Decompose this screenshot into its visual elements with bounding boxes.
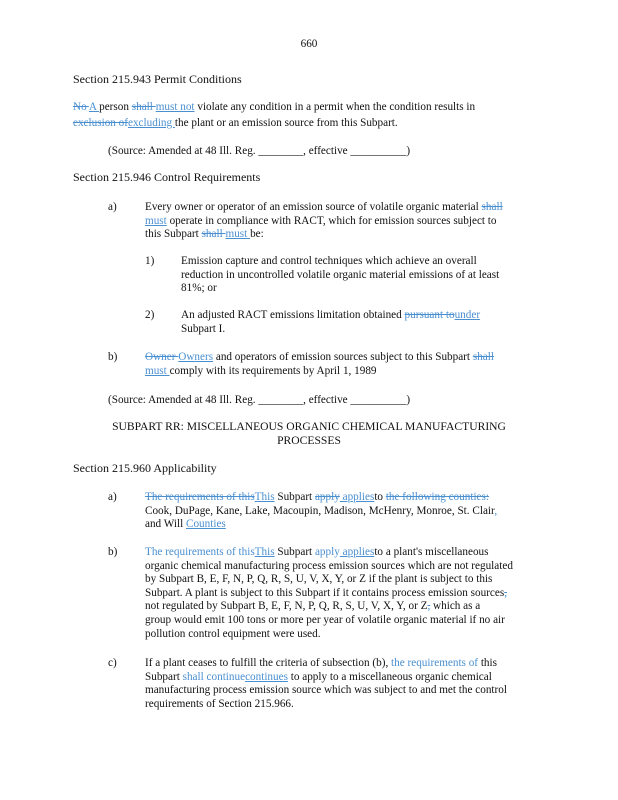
deletion: apply: [314, 491, 340, 503]
insertion: Counties: [185, 518, 226, 531]
deletion: ,: [504, 586, 508, 599]
insertion: A: [88, 101, 100, 113]
text: not regulated by Subpart B, E, F, N, P, Q, R, S, U, V, X, Y, or Z: [145, 600, 428, 613]
text: which as a: [430, 600, 481, 613]
section-960-item-b: [145, 546, 575, 641]
section-946-item-1: [181, 255, 561, 296]
section-943-paragraph: [73, 101, 543, 130]
deletion: exclusion of: [73, 116, 128, 129]
text: be:: [250, 228, 264, 241]
insertion: The requirements of this: [145, 546, 255, 558]
text: this: [478, 657, 497, 669]
insertion: continues: [245, 670, 288, 683]
text: to apply to a miscellaneous organic chemical: [287, 670, 492, 683]
section-946-item-b: [145, 351, 565, 378]
section-946-item-2: [181, 309, 561, 336]
deletion: shall: [131, 101, 156, 113]
insertion: the requirements of: [391, 657, 479, 669]
text: Subpart I.: [181, 322, 226, 335]
insertion: under: [454, 309, 481, 321]
text: to: [374, 491, 386, 503]
insertion: excluding: [128, 116, 175, 129]
deletion: The requirements of this: [145, 491, 255, 503]
section-946-source-note: (Source: Amended at 48 Ill. Reg. ________, effective __________): [108, 394, 411, 406]
text: organic chemical manufacturing process emission sources which are not regulated: [145, 559, 513, 572]
text: pollution control equipment were used.: [145, 627, 321, 640]
insertion: This: [254, 546, 275, 558]
text: Subpart. A plant is subject to this Subpart if it contains process emission sources: [145, 586, 505, 599]
item-2-label: 2): [145, 309, 155, 321]
deletion: shall: [201, 228, 226, 241]
item-a-label: a): [108, 201, 117, 213]
item-1-label: 1): [145, 255, 155, 267]
section-960-heading: Section 215.960 Applicability: [73, 461, 217, 475]
deletion: No: [73, 101, 89, 113]
text: this Subpart: [145, 228, 202, 241]
item-b-label: b): [108, 351, 118, 363]
insertion: must: [145, 214, 167, 227]
text: requirements of Section 215.966.: [145, 697, 294, 710]
text: Every owner or operator of an emission source of volatile organic material: [145, 201, 482, 213]
text: Subpart: [274, 546, 315, 558]
item-c-label: c): [108, 657, 117, 669]
item-a-label: a): [108, 491, 117, 503]
text: Subpart: [145, 670, 183, 683]
deletion: shall: [472, 351, 494, 363]
insertion: applies: [339, 546, 375, 558]
insertion: apply: [314, 546, 340, 558]
deletion: Owner: [145, 351, 179, 363]
insertion: Owners: [178, 351, 214, 363]
text: An adjusted RACT emissions limitation obtained: [181, 309, 405, 321]
deletion: the following counties:: [385, 491, 489, 503]
text: violate any condition in a permit when the condition results in: [194, 101, 476, 113]
text: and Will: [145, 518, 186, 531]
subpart-title-line-2: PROCESSES: [277, 434, 341, 447]
text: to a plant's miscellaneous: [374, 546, 489, 558]
text: If a plant ceases to fulfill the criteria of subsection (b),: [145, 657, 392, 669]
section-960-item-c: [145, 657, 575, 711]
insertion: applies: [339, 491, 375, 503]
section-943-source-note: (Source: Amended at 48 Ill. Reg. ________, effective __________): [108, 145, 411, 157]
text: the plant or an emission source from this Subpart.: [174, 116, 398, 129]
subpart-title-line-1: SUBPART RR: MISCELLANEOUS ORGANIC CHEMICAL MANUFACTURING: [112, 420, 506, 433]
deletion: pursuant to: [404, 309, 455, 321]
deletion: ,: [427, 600, 431, 613]
insertion: must not: [155, 101, 195, 113]
section-946-item-a: [145, 201, 565, 242]
subpart-title: [0, 420, 618, 448]
insertion: shall continue: [182, 670, 246, 683]
insertion: must: [225, 228, 251, 241]
text: Subpart: [274, 491, 315, 503]
text: comply with its requirements by April 1, 1989: [169, 364, 377, 377]
text: 81%; or: [181, 282, 217, 295]
section-946-heading: Section 215.946 Control Requirements: [73, 170, 261, 184]
text: reduction in uncontrolled volatile organic material emissions of at least: [181, 268, 500, 281]
text: by Subpart B, E, F, N, P, Q, R, S, U, V, X, Y, or Z if the plant is subject to this: [145, 573, 493, 586]
text: manufacturing process emission source which was subject to and met the control: [145, 684, 507, 697]
insertion: ,: [494, 504, 498, 517]
section-943-heading: Section 215.943 Permit Conditions: [73, 72, 242, 86]
section-960-item-a: [145, 491, 565, 532]
text: and operators of emission sources subject to this Subpart: [213, 351, 473, 363]
text: group would emit 100 tons or more per year of volatile organic material if no air: [145, 613, 505, 626]
insertion: must: [145, 364, 170, 377]
item-b-label: b): [108, 546, 118, 558]
insertion: This: [254, 491, 275, 503]
text: Emission capture and control techniques which achieve an overall: [181, 255, 477, 267]
deletion: shall: [481, 201, 503, 213]
page-number: 660: [300, 38, 318, 50]
text: person: [99, 101, 132, 113]
text: Cook, DuPage, Kane, Lake, Macoupin, Madison, McHenry, Monroe, St. Clair: [145, 504, 495, 517]
text: operate in compliance with RACT, which for emission sources subject to: [166, 214, 497, 227]
